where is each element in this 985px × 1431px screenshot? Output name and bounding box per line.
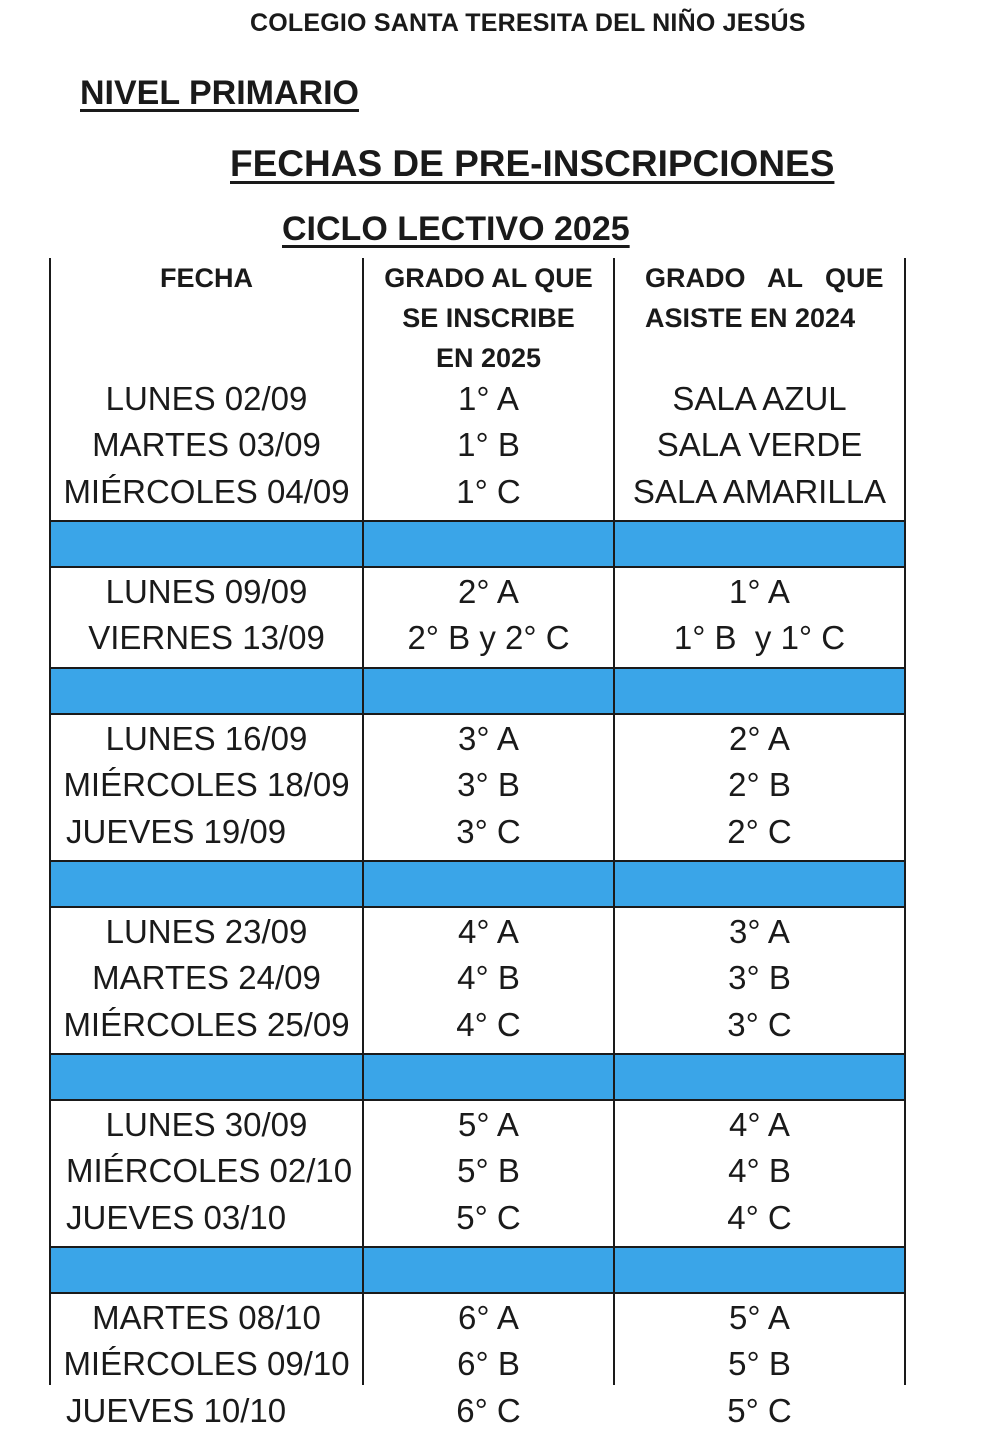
cell-grado-2024: SALA AZUL [672, 380, 847, 417]
column-divider-2 [613, 258, 615, 1385]
cell-fecha: MIÉRCOLES 18/09 [63, 766, 350, 803]
cell-grado-2024: SALA VERDE [656, 426, 863, 463]
cell-fecha: MARTES 08/10 [92, 1299, 321, 1336]
school-name: COLEGIO SANTA TERESITA DEL NIÑO JESÚS [250, 9, 806, 37]
cell-grado-2024: 4° C [727, 1199, 792, 1236]
row-group-divider [49, 1099, 906, 1101]
cell-grado-2025: 4° C [456, 1006, 521, 1043]
row-group-divider [49, 906, 906, 908]
column-header-grado-2025-line-1: GRADO AL QUE [384, 263, 593, 293]
cell-grado-2025: 6° A [458, 1299, 519, 1336]
cell-grado-2024: 2° A [729, 720, 790, 757]
group-separator-band [49, 669, 906, 713]
column-header-grado-2024-line-1: GRADO AL QUE [645, 263, 884, 293]
cell-grado-2025: 1° C [456, 473, 521, 510]
table-border-right [904, 258, 906, 1385]
cell-fecha: MIÉRCOLES 25/09 [63, 1006, 350, 1043]
cell-fecha: LUNES 02/09 [105, 380, 308, 417]
row-group-divider [49, 713, 906, 715]
column-header-grado-2025-line-2: SE INSCRIBE [402, 303, 575, 333]
cell-grado-2024: 5° C [727, 1392, 792, 1429]
cell-grado-2024: SALA AMARILLA [632, 473, 887, 510]
group-separator-band [49, 1248, 906, 1292]
cell-fecha: LUNES 30/09 [105, 1106, 308, 1143]
cell-grado-2025: 1° A [458, 380, 519, 417]
cell-fecha: VIERNES 13/09 [88, 619, 325, 656]
cell-fecha: MARTES 24/09 [92, 959, 321, 996]
row-group-divider [49, 1292, 906, 1294]
document-subtitle: CICLO LECTIVO 2025 [282, 210, 630, 248]
cell-fecha: JUEVES 19/09 [66, 813, 287, 850]
group-separator-band [49, 1055, 906, 1099]
group-separator-band [49, 862, 906, 906]
group-separator-band [49, 522, 906, 566]
level-heading: NIVEL PRIMARIO [80, 74, 359, 112]
cell-fecha: MIÉRCOLES 09/10 [63, 1345, 350, 1382]
cell-grado-2024: 1° B y 1° C [673, 619, 846, 656]
table-border-left [49, 258, 51, 1385]
cell-grado-2024: 2° C [727, 813, 792, 850]
cell-grado-2024: 3° C [727, 1006, 792, 1043]
cell-grado-2025: 5° B [457, 1152, 520, 1189]
cell-grado-2024: 3° B [728, 959, 791, 996]
cell-grado-2025: 6° B [457, 1345, 520, 1382]
cell-grado-2025: 2° B y 2° C [407, 619, 570, 656]
cell-grado-2025: 2° A [458, 573, 519, 610]
cell-grado-2024: 3° A [729, 913, 790, 950]
column-header-grado-2025-line-3: EN 2025 [435, 343, 542, 373]
cell-fecha: MARTES 03/09 [92, 426, 321, 463]
cell-fecha: JUEVES 03/10 [66, 1199, 287, 1236]
cell-grado-2024: 4° B [728, 1152, 791, 1189]
cell-grado-2025: 5° A [458, 1106, 519, 1143]
cell-grado-2025: 4° A [458, 913, 519, 950]
cell-grado-2025: 6° C [456, 1392, 521, 1429]
cell-fecha: MIÉRCOLES 04/09 [63, 473, 350, 510]
column-header-grado-2025 [364, 258, 613, 378]
row-group-divider [49, 566, 906, 568]
cell-grado-2025: 4° B [457, 959, 520, 996]
cell-grado-2024: 1° A [729, 573, 790, 610]
cell-grado-2024: 4° A [729, 1106, 790, 1143]
column-header-grado-2024-line-2: ASISTE EN 2024 [645, 303, 856, 333]
cell-fecha: LUNES 23/09 [105, 913, 308, 950]
cell-grado-2025: 5° C [456, 1199, 521, 1236]
cell-grado-2025: 3° A [458, 720, 519, 757]
cell-grado-2025: 3° B [457, 766, 520, 803]
cell-fecha: MIÉRCOLES 02/10 [66, 1152, 353, 1189]
cell-grado-2025: 3° C [456, 813, 521, 850]
cell-grado-2024: 2° B [728, 766, 791, 803]
column-divider-1 [362, 258, 364, 1385]
cell-grado-2024: 5° B [728, 1345, 791, 1382]
cell-fecha: LUNES 16/09 [105, 720, 308, 757]
column-header-grado-2024 [645, 258, 907, 338]
cell-grado-2024: 5° A [729, 1299, 790, 1336]
cell-fecha: JUEVES 10/10 [66, 1392, 287, 1429]
cell-grado-2025: 1° B [457, 426, 520, 463]
document-title: FECHAS DE PRE-INSCRIPCIONES [230, 143, 835, 184]
column-header-fecha: FECHA [160, 263, 253, 293]
cell-fecha: LUNES 09/09 [105, 573, 308, 610]
